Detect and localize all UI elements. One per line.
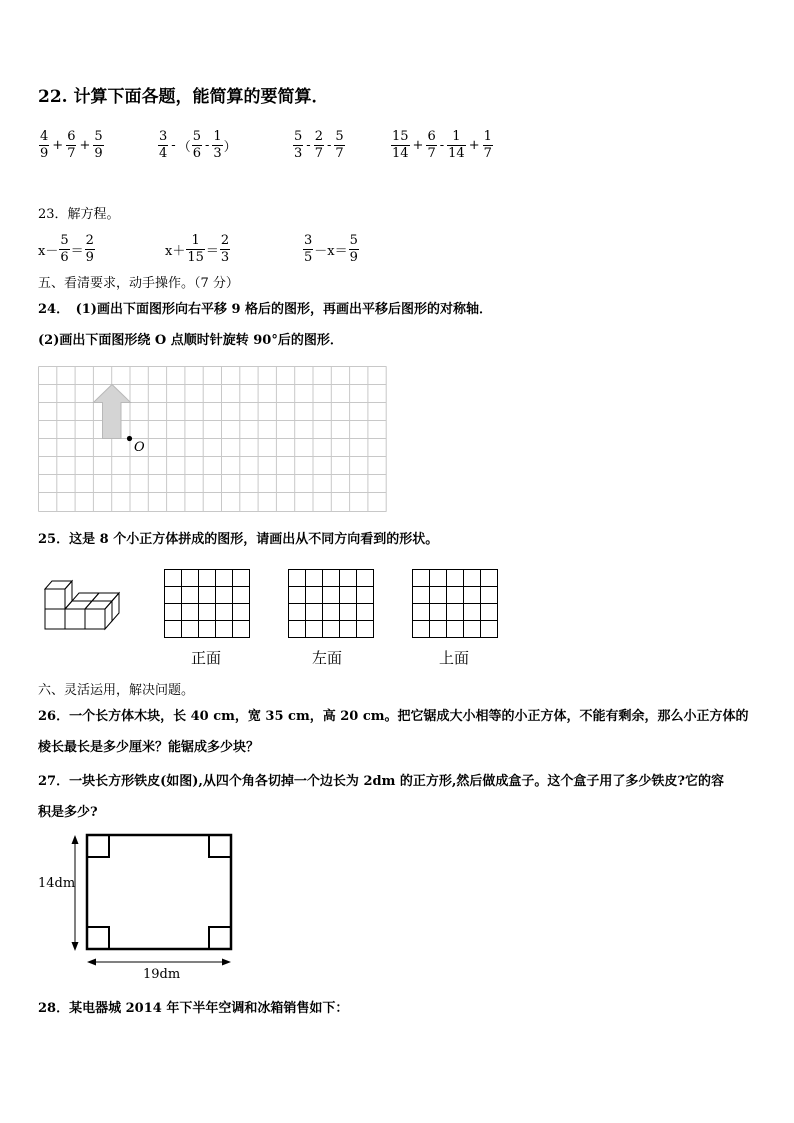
q23-equation-2: x＋ $\frac{1}{15}$ ＝ $\frac{2}{3}$ — [165, 233, 230, 265]
width-arrow-left — [87, 959, 96, 966]
front-view-label: 正面 — [191, 649, 222, 667]
width-arrow-right — [222, 959, 231, 966]
corner-square-top-left — [87, 835, 109, 857]
corner-square-bottom-right — [209, 927, 231, 949]
left-view-label: 左面 — [312, 649, 343, 667]
q22-expression-2: $\frac{3}{4}$ - （ $\frac{5}{6}$ - $\frac{1}{3}$ ） — [159, 129, 237, 161]
q26-line-2: 棱长最长是多少厘米？能锯成多少块？ — [38, 740, 260, 755]
width-label: 19dm — [143, 967, 181, 982]
q25-title: 25．这是 8 个小正方体拼成的图形，请画出从不同方向看到的形状。 — [38, 532, 439, 547]
height-arrow-up — [72, 835, 79, 844]
q26-line-1: 26．一个长方体木块，长 40 cm，宽 35 cm，高 20 cm。把它锯成大小相等的小正方体，不能有剩余，那么小正方体的 — [38, 709, 749, 724]
q23-equation-1: x－ $\frac{5}{6}$ ＝ $\frac{2}{9}$ — [38, 233, 94, 265]
point-o-label: O — [134, 440, 145, 455]
corner-square-top-right — [209, 835, 231, 857]
q22-expression-4: $\frac{15}{14}$ + $\frac{6}{7}$ - $\frac{1}{14}$ + $\frac{1}{7}$ — [392, 129, 492, 161]
sheet-diagram — [64, 830, 244, 972]
left-view-grid — [288, 569, 376, 639]
height-label: 14dm — [38, 876, 76, 891]
q24-grid — [38, 366, 388, 514]
height-arrow-down — [72, 942, 79, 951]
front-view-grid — [164, 569, 252, 639]
q22-expression-1: $\frac{4}{9}$ + $\frac{6}{7}$ + $\frac{5}{9}$ — [40, 129, 103, 161]
q24-grid-lines — [39, 367, 387, 512]
arrow-shape — [93, 385, 130, 439]
q24-line-2: (2)画出下面图形绕 O 点顺时针旋转 90°后的图形． — [38, 333, 343, 348]
section-6-heading: 六、灵活运用，解决问题。 — [38, 683, 195, 698]
cube-figure — [44, 573, 124, 633]
section-5-heading: 五、看清要求，动手操作。（7 分） — [38, 276, 239, 291]
q23-equation-3: $\frac{3}{5}$ －x＝ $\frac{5}{9}$ — [304, 233, 358, 265]
corner-square-bottom-left — [87, 927, 109, 949]
q24-line-1: 24． (1)画出下面图形向右平移 9 格后的图形，再画出平移后图形的对称轴． — [38, 302, 493, 317]
q22-expression-3: $\frac{5}{3}$ - $\frac{2}{7}$ - $\frac{5}{7}$ — [294, 129, 344, 161]
q27-line-2: 积是多少? — [38, 805, 98, 820]
top-view-label: 上面 — [439, 649, 470, 667]
top-view-grid — [412, 569, 500, 639]
q22-title: 22. 计算下面各题，能简算的要简算． — [38, 87, 329, 107]
q27-line-1: 27．一块长方形铁皮(如图),从四个角各切掉一个边长为 2dm 的正方形,然后做成盒子。这个盒子用了多少铁皮?它的容 — [38, 774, 725, 789]
point-o — [127, 436, 132, 441]
q28-line-1: 28．某电器城 2014 年下半年空调和冰箱销售如下： — [38, 1001, 349, 1016]
q23-title: 23．解方程。 — [38, 207, 120, 222]
